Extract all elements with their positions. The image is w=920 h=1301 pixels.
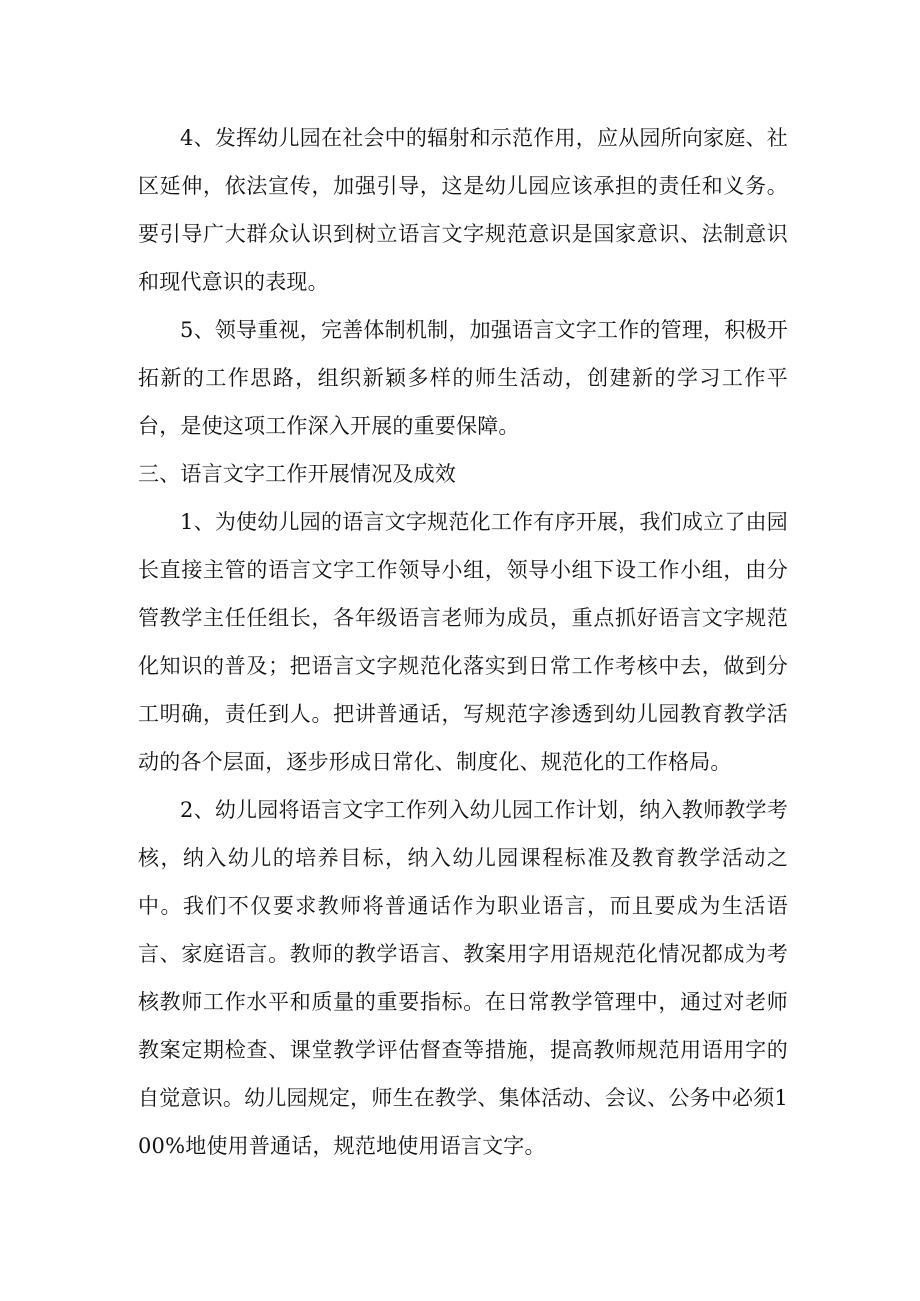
section-heading-3: 三、语言文字工作开展情况及成效 [138, 462, 456, 486]
paragraph-5-leadership: 5、领导重视，完善体制机制，加强语言文字工作的管理，积极开拓新的工作思路，组织新颖多样的师生活动，创建新的学习工作平台，是使这项工作深入开展的重要保障。 [138, 318, 788, 438]
paragraph-2-work-plan: 2、幼儿园将语言文字工作列入幼儿园工作计划，纳入教师教学考核，纳入幼儿的培养目标，纳入幼儿园课程标准及教育教学活动之中。我们不仅要求教师将普通话作为职业语言，而且要成为生活语言、家庭语言。教师的教学语言、教案用字用语规范化情况都成为考核教师工作水平和质量的重要指标。在日常教学管理中，通过对老师教案定期检查、课堂教学评估督查等措施，提高教师规范用语用字的自觉意识。幼儿园规定，师生在教学、集体活动、会议、公务中必须100%地使用普通话，规范地使用语言文字。 [138, 798, 788, 1158]
paragraph-1-working-group: 1、为使幼儿园的语言文字规范化工作有序开展，我们成立了由园长直接主管的语言文字工作领导小组，领导小组下设工作小组，由分管教学主任任组长，各年级语言老师为成员，重点抓好语言文字规范化知识的普及；把语言文字规范化落实到日常工作考核中去，做到分工明确，责任到人。把讲普通话，写规范字渗透到幼儿园教育教学活动的各个层面，逐步形成日常化、制度化、规范化的工作格局。 [138, 510, 788, 774]
document-body [138, 114, 788, 1170]
paragraph-4-radiation-role: 4、发挥幼儿园在社会中的辐射和示范作用，应从园所向家庭、社区延伸，依法宣传，加强引导，这是幼儿园应该承担的责任和义务。要引导广大群众认识到树立语言文字规范意识是国家意识、法制意识和现代意识的表现。 [138, 126, 788, 294]
